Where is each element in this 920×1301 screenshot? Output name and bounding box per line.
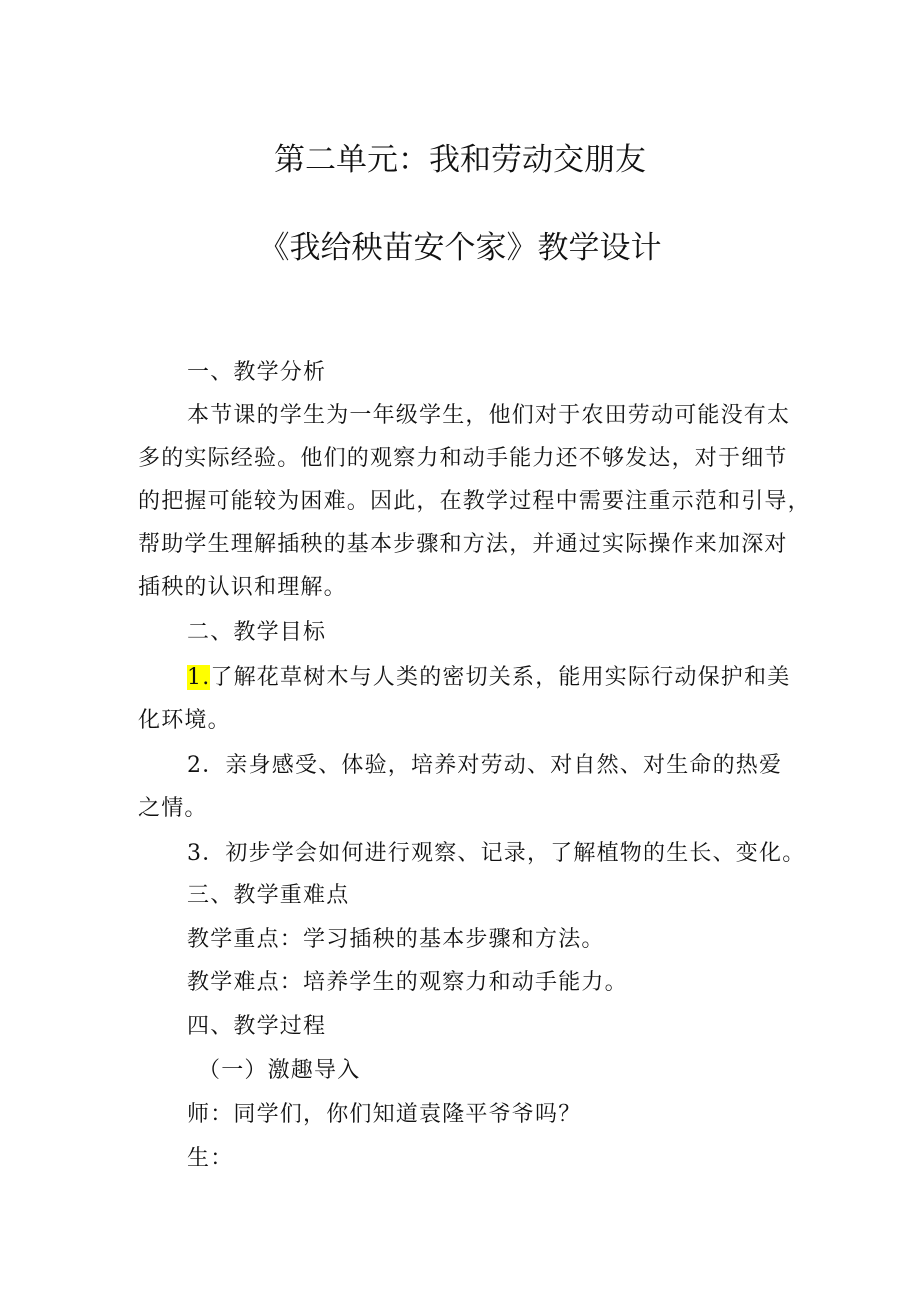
document-subtitle: 《我给秧苗安个家》教学设计 <box>258 230 662 266</box>
subsection-intro: （一）激趣导入 <box>198 1058 361 1083</box>
analysis-line-5: 插秧的认识和理解。 <box>138 575 347 600</box>
document-title: 第二单元：我和劳动交朋友 <box>274 142 646 178</box>
student-line: 生： <box>187 1146 234 1171</box>
goal-2-line-2: 之情。 <box>138 796 208 821</box>
section-heading-key-points: 三、教学重难点 <box>187 883 350 908</box>
teacher-line: 师：同学们，你们知道袁隆平爷爷吗？ <box>187 1102 582 1127</box>
goal-1-number: 1. <box>187 665 211 690</box>
analysis-line-2: 多的实际经验。他们的观察力和动手能力还不够发达，对于细节 <box>138 446 788 471</box>
analysis-line-3: 的把握可能较为困难。因此，在教学过程中需要注重示范和引导， <box>138 489 811 514</box>
analysis-line-1: 本节课的学生为一年级学生，他们对于农田劳动可能没有太 <box>187 403 791 428</box>
section-heading-process: 四、教学过程 <box>187 1014 327 1039</box>
section-heading-goals: 二、教学目标 <box>187 620 327 645</box>
goal-3: 3．初步学会如何进行观察、记录，了解植物的生长、变化。 <box>187 841 806 866</box>
section-heading-analysis: 一、教学分析 <box>187 360 327 385</box>
key-point: 教学重点：学习插秧的基本步骤和方法。 <box>187 927 605 952</box>
goal-1-text: 了解花草树木与人类的密切关系，能用实际行动保护和美 <box>210 665 791 690</box>
goal-1-line-1 <box>187 662 790 694</box>
goal-2-line-1: 2．亲身感受、体验，培养对劳动、对自然、对生命的热爱 <box>187 753 783 778</box>
difficult-point: 教学难点：培养学生的观察力和动手能力。 <box>187 970 628 995</box>
analysis-line-4: 帮助学生理解插秧的基本步骤和方法，并通过实际操作来加深对 <box>138 532 788 557</box>
goal-1-line-2: 化环境。 <box>138 708 231 733</box>
